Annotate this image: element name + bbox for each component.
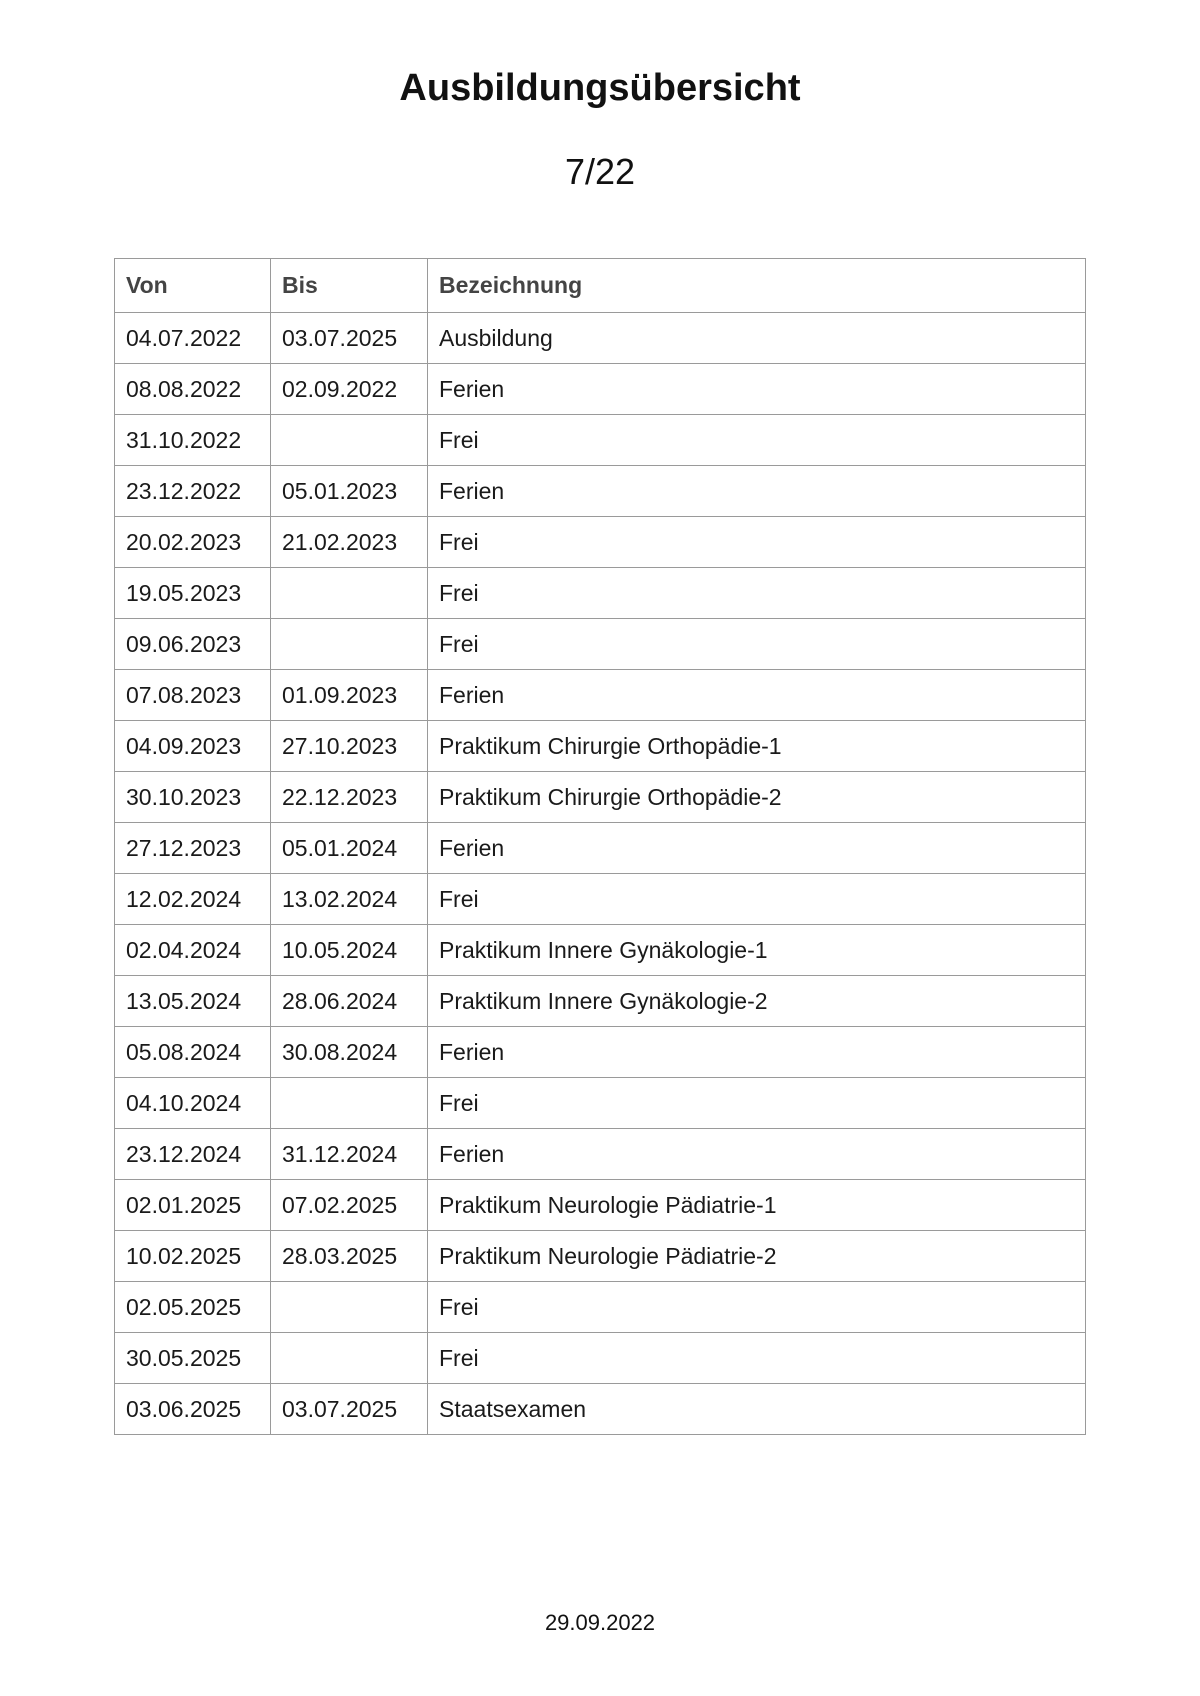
cell-bezeichnung: Praktikum Neurologie Pädiatrie-1 — [428, 1180, 1086, 1231]
column-header-bis: Bis — [271, 259, 428, 313]
cell-von: 04.09.2023 — [115, 721, 271, 772]
cell-bezeichnung: Praktikum Chirurgie Orthopädie-2 — [428, 772, 1086, 823]
table-row — [115, 823, 1086, 874]
table-row — [115, 925, 1086, 976]
cell-von: 27.12.2023 — [115, 823, 271, 874]
cell-bezeichnung: Praktikum Chirurgie Orthopädie-1 — [428, 721, 1086, 772]
cell-von: 08.08.2022 — [115, 364, 271, 415]
table-row — [115, 364, 1086, 415]
cell-bis: 30.08.2024 — [271, 1027, 428, 1078]
cell-von: 20.02.2023 — [115, 517, 271, 568]
cell-bis: 03.07.2025 — [271, 1384, 428, 1435]
cell-bezeichnung: Frei — [428, 1333, 1086, 1384]
cell-von: 19.05.2023 — [115, 568, 271, 619]
cell-von: 30.05.2025 — [115, 1333, 271, 1384]
column-header-bezeichnung: Bezeichnung — [428, 259, 1086, 313]
table-row — [115, 1180, 1086, 1231]
cell-von: 07.08.2023 — [115, 670, 271, 721]
table-row — [115, 976, 1086, 1027]
cell-bis: 27.10.2023 — [271, 721, 428, 772]
cell-bis — [271, 619, 428, 670]
cell-von: 23.12.2022 — [115, 466, 271, 517]
cell-von: 02.04.2024 — [115, 925, 271, 976]
table-row — [115, 1384, 1086, 1435]
cell-von: 09.06.2023 — [115, 619, 271, 670]
table-row — [115, 721, 1086, 772]
table-row — [115, 1129, 1086, 1180]
cell-bezeichnung: Frei — [428, 517, 1086, 568]
cell-von: 13.05.2024 — [115, 976, 271, 1027]
cell-bis: 05.01.2023 — [271, 466, 428, 517]
cell-von: 02.05.2025 — [115, 1282, 271, 1333]
cell-bezeichnung: Frei — [428, 619, 1086, 670]
cell-bezeichnung: Frei — [428, 1078, 1086, 1129]
table-row — [115, 1078, 1086, 1129]
cell-von: 30.10.2023 — [115, 772, 271, 823]
cell-von: 31.10.2022 — [115, 415, 271, 466]
cell-bezeichnung: Frei — [428, 1282, 1086, 1333]
table-row — [115, 415, 1086, 466]
cell-von: 12.02.2024 — [115, 874, 271, 925]
cell-von: 05.08.2024 — [115, 1027, 271, 1078]
cell-bezeichnung: Praktikum Innere Gynäkologie-1 — [428, 925, 1086, 976]
cell-bezeichnung: Ferien — [428, 364, 1086, 415]
cell-von: 04.10.2024 — [115, 1078, 271, 1129]
cell-bezeichnung: Praktikum Neurologie Pädiatrie-2 — [428, 1231, 1086, 1282]
table-header — [115, 259, 1086, 313]
cell-bis — [271, 1282, 428, 1333]
cell-bis: 22.12.2023 — [271, 772, 428, 823]
cell-bezeichnung: Ferien — [428, 1027, 1086, 1078]
schedule-table — [114, 258, 1086, 1435]
table-row — [115, 1027, 1086, 1078]
cell-bis: 28.06.2024 — [271, 976, 428, 1027]
table-row — [115, 313, 1086, 364]
cell-bezeichnung: Ferien — [428, 1129, 1086, 1180]
cell-bezeichnung: Frei — [428, 415, 1086, 466]
cell-von: 04.07.2022 — [115, 313, 271, 364]
table-row — [115, 874, 1086, 925]
cell-bis: 13.02.2024 — [271, 874, 428, 925]
page-indicator: 7/22 — [564, 151, 636, 192]
cell-von: 10.02.2025 — [115, 1231, 271, 1282]
cell-bis: 31.12.2024 — [271, 1129, 428, 1180]
cell-bezeichnung: Staatsexamen — [428, 1384, 1086, 1435]
table-row — [115, 1282, 1086, 1333]
cell-bis: 05.01.2024 — [271, 823, 428, 874]
table-row — [115, 619, 1086, 670]
cell-bis: 28.03.2025 — [271, 1231, 428, 1282]
cell-bis: 02.09.2022 — [271, 364, 428, 415]
table-row — [115, 1231, 1086, 1282]
cell-bezeichnung: Ferien — [428, 670, 1086, 721]
column-header-von: Von — [115, 259, 271, 313]
table-row — [115, 1333, 1086, 1384]
header-row — [115, 259, 1086, 313]
cell-bis: 01.09.2023 — [271, 670, 428, 721]
cell-bezeichnung: Frei — [428, 874, 1086, 925]
cell-bezeichnung: Ferien — [428, 466, 1086, 517]
table-row — [115, 772, 1086, 823]
table-row — [115, 466, 1086, 517]
table-row — [115, 568, 1086, 619]
page-title: Ausbildungsübersicht — [399, 67, 801, 109]
table-body — [115, 313, 1086, 1435]
cell-bis: 03.07.2025 — [271, 313, 428, 364]
cell-bis — [271, 568, 428, 619]
cell-bis — [271, 1333, 428, 1384]
cell-bis — [271, 415, 428, 466]
cell-bis: 21.02.2023 — [271, 517, 428, 568]
cell-bezeichnung: Praktikum Innere Gynäkologie-2 — [428, 976, 1086, 1027]
cell-bezeichnung: Ausbildung — [428, 313, 1086, 364]
footer-date: 29.09.2022 — [544, 1610, 656, 1635]
cell-von: 02.01.2025 — [115, 1180, 271, 1231]
cell-von: 03.06.2025 — [115, 1384, 271, 1435]
table-row — [115, 670, 1086, 721]
cell-bis: 07.02.2025 — [271, 1180, 428, 1231]
cell-bis: 10.05.2024 — [271, 925, 428, 976]
cell-bis — [271, 1078, 428, 1129]
table-row — [115, 517, 1086, 568]
cell-bezeichnung: Frei — [428, 568, 1086, 619]
cell-von: 23.12.2024 — [115, 1129, 271, 1180]
cell-bezeichnung: Ferien — [428, 823, 1086, 874]
